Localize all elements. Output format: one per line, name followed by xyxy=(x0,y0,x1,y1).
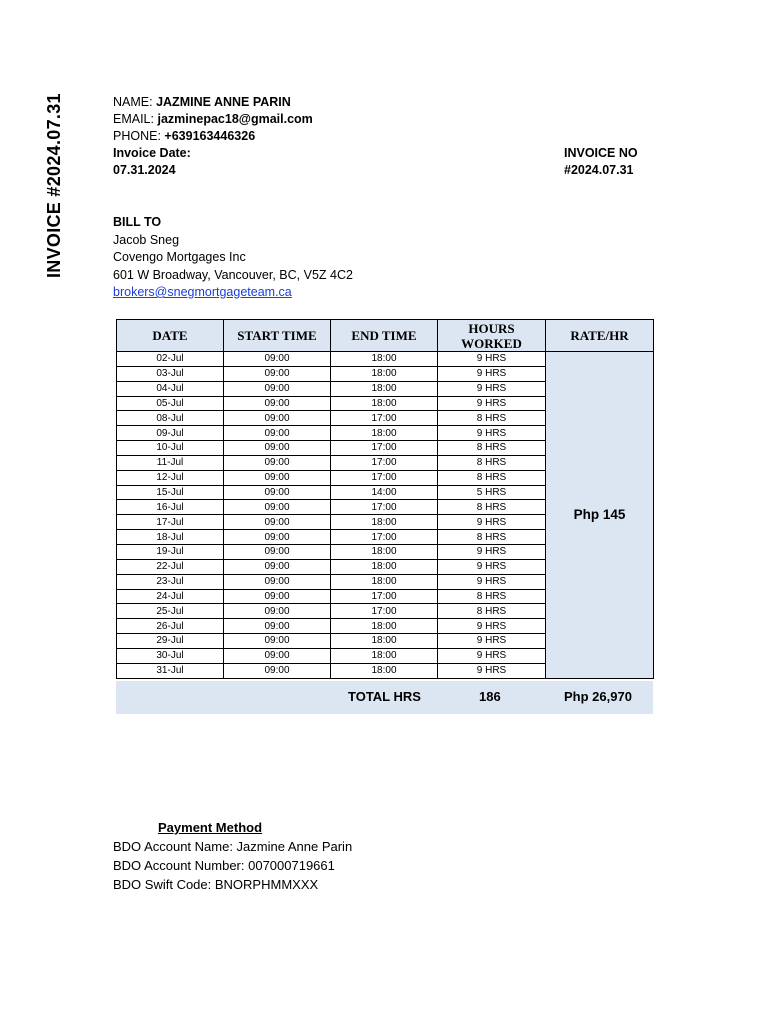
table-row xyxy=(117,352,654,367)
total-hrs-label: TOTAL HRS xyxy=(348,689,421,704)
row-start-time: 09:00 xyxy=(224,396,331,411)
row-start-time: 09:00 xyxy=(224,530,331,545)
header-start-time: START TIME xyxy=(224,320,331,352)
row-date: 03-Jul xyxy=(117,366,224,381)
invoice-number-block xyxy=(564,145,638,179)
row-start-time: 09:00 xyxy=(224,500,331,515)
bdo-account-number: BDO Account Number: 007000719661 xyxy=(113,858,335,873)
bill-to-address: 601 W Broadway, Vancouver, BC, V5Z 4C2 xyxy=(113,267,353,282)
row-start-time: 09:00 xyxy=(224,470,331,485)
row-date: 15-Jul xyxy=(117,485,224,500)
row-end-time: 18:00 xyxy=(331,366,438,381)
row-date: 11-Jul xyxy=(117,455,224,470)
row-start-time: 09:00 xyxy=(224,574,331,589)
row-start-time: 09:00 xyxy=(224,411,331,426)
row-start-time: 09:00 xyxy=(224,544,331,559)
phone-line: PHONE: +639163446326 xyxy=(113,129,256,143)
row-hours: 9 HRS xyxy=(438,381,546,396)
row-hours: 9 HRS xyxy=(438,663,546,678)
row-start-time: 09:00 xyxy=(224,485,331,500)
row-start-time: 09:00 xyxy=(224,634,331,649)
row-date: 29-Jul xyxy=(117,634,224,649)
header-rate: RATE/HR xyxy=(546,320,654,352)
row-date: 18-Jul xyxy=(117,530,224,545)
row-date: 12-Jul xyxy=(117,470,224,485)
rate-per-hour: Php 145 xyxy=(546,352,654,679)
row-start-time: 09:00 xyxy=(224,663,331,678)
row-date: 24-Jul xyxy=(117,589,224,604)
row-hours: 9 HRS xyxy=(438,366,546,381)
bdo-account-name: BDO Account Name: Jazmine Anne Parin xyxy=(113,839,353,854)
row-hours: 8 HRS xyxy=(438,530,546,545)
row-end-time: 17:00 xyxy=(331,589,438,604)
row-end-time: 17:00 xyxy=(331,470,438,485)
row-hours: 9 HRS xyxy=(438,619,546,634)
sender-phone: +639163446326 xyxy=(164,129,256,143)
row-end-time: 17:00 xyxy=(331,411,438,426)
sender-info xyxy=(113,94,313,179)
invoice-vertical-title: INVOICE #2024.07.31 xyxy=(44,93,64,278)
row-date: 16-Jul xyxy=(117,500,224,515)
row-start-time: 09:00 xyxy=(224,648,331,663)
row-end-time: 18:00 xyxy=(331,619,438,634)
row-start-time: 09:00 xyxy=(224,366,331,381)
row-date: 17-Jul xyxy=(117,515,224,530)
row-hours: 9 HRS xyxy=(438,634,546,649)
row-hours: 8 HRS xyxy=(438,589,546,604)
row-end-time: 18:00 xyxy=(331,352,438,367)
totals-row xyxy=(116,681,653,714)
row-start-time: 09:00 xyxy=(224,381,331,396)
row-date: 22-Jul xyxy=(117,559,224,574)
row-hours: 8 HRS xyxy=(438,470,546,485)
row-hours: 8 HRS xyxy=(438,411,546,426)
row-start-time: 09:00 xyxy=(224,441,331,456)
row-end-time: 17:00 xyxy=(331,455,438,470)
row-date: 30-Jul xyxy=(117,648,224,663)
timesheet-table xyxy=(116,319,653,679)
row-end-time: 17:00 xyxy=(331,604,438,619)
row-start-time: 09:00 xyxy=(224,619,331,634)
email-line: EMAIL: jazminepac18@gmail.com xyxy=(113,112,313,126)
row-end-time: 18:00 xyxy=(331,381,438,396)
row-start-time: 09:00 xyxy=(224,515,331,530)
total-hours-value: 186 xyxy=(479,689,501,704)
row-hours: 9 HRS xyxy=(438,559,546,574)
row-end-time: 18:00 xyxy=(331,515,438,530)
row-start-time: 09:00 xyxy=(224,589,331,604)
row-hours: 9 HRS xyxy=(438,352,546,367)
row-hours: 8 HRS xyxy=(438,441,546,456)
row-start-time: 09:00 xyxy=(224,426,331,441)
invoice-number-value: #2024.07.31 xyxy=(564,163,634,177)
row-date: 23-Jul xyxy=(117,574,224,589)
bill-to-company: Covengo Mortgages Inc xyxy=(113,250,246,264)
row-start-time: 09:00 xyxy=(224,604,331,619)
row-end-time: 18:00 xyxy=(331,396,438,411)
row-date: 08-Jul xyxy=(117,411,224,426)
row-date: 09-Jul xyxy=(117,426,224,441)
row-date: 26-Jul xyxy=(117,619,224,634)
row-end-time: 18:00 xyxy=(331,634,438,649)
row-hours: 8 HRS xyxy=(438,604,546,619)
row-hours: 5 HRS xyxy=(438,485,546,500)
table-header-row xyxy=(117,320,654,352)
bill-to-block xyxy=(113,214,353,302)
row-end-time: 18:00 xyxy=(331,648,438,663)
row-hours: 9 HRS xyxy=(438,426,546,441)
row-hours: 9 HRS xyxy=(438,544,546,559)
total-amount: Php 26,970 xyxy=(564,689,632,704)
row-end-time: 17:00 xyxy=(331,530,438,545)
row-date: 02-Jul xyxy=(117,352,224,367)
row-hours: 9 HRS xyxy=(438,515,546,530)
payment-method-block xyxy=(113,818,352,894)
invoice-number-label: INVOICE NO xyxy=(564,146,638,160)
row-date: 25-Jul xyxy=(117,604,224,619)
row-end-time: 18:00 xyxy=(331,544,438,559)
header-date: DATE xyxy=(117,320,224,352)
row-end-time: 18:00 xyxy=(331,663,438,678)
invoice-date-label: Invoice Date: xyxy=(113,146,191,160)
row-date: 31-Jul xyxy=(117,663,224,678)
row-end-time: 18:00 xyxy=(331,574,438,589)
row-hours: 9 HRS xyxy=(438,396,546,411)
bdo-swift-code: BDO Swift Code: BNORPHMMXXX xyxy=(113,877,319,892)
row-date: 04-Jul xyxy=(117,381,224,396)
row-start-time: 09:00 xyxy=(224,455,331,470)
payment-method-heading: Payment Method xyxy=(158,820,263,835)
row-hours: 9 HRS xyxy=(438,574,546,589)
row-end-time: 18:00 xyxy=(331,559,438,574)
row-end-time: 18:00 xyxy=(331,426,438,441)
row-end-time: 17:00 xyxy=(331,500,438,515)
row-hours: 8 HRS xyxy=(438,455,546,470)
row-date: 19-Jul xyxy=(117,544,224,559)
name-line: NAME: JAZMINE ANNE PARIN xyxy=(113,95,291,109)
invoice-date-value: 07.31.2024 xyxy=(113,163,176,177)
sender-email: jazminepac18@gmail.com xyxy=(157,112,313,126)
row-hours: 9 HRS xyxy=(438,648,546,663)
bill-to-name: Jacob Sneg xyxy=(113,232,180,247)
bill-to-email-link[interactable]: brokers@snegmortgageteam.ca xyxy=(113,285,292,299)
sender-name: JAZMINE ANNE PARIN xyxy=(156,95,291,109)
header-end-time: END TIME xyxy=(331,320,438,352)
row-start-time: 09:00 xyxy=(224,559,331,574)
row-start-time: 09:00 xyxy=(224,352,331,367)
row-date: 10-Jul xyxy=(117,441,224,456)
row-end-time: 14:00 xyxy=(331,485,438,500)
row-hours: 8 HRS xyxy=(438,500,546,515)
bill-to-heading: BILL TO xyxy=(113,215,162,229)
row-end-time: 17:00 xyxy=(331,441,438,456)
row-date: 05-Jul xyxy=(117,396,224,411)
header-hours-worked: HOURS WORKED xyxy=(438,320,546,352)
